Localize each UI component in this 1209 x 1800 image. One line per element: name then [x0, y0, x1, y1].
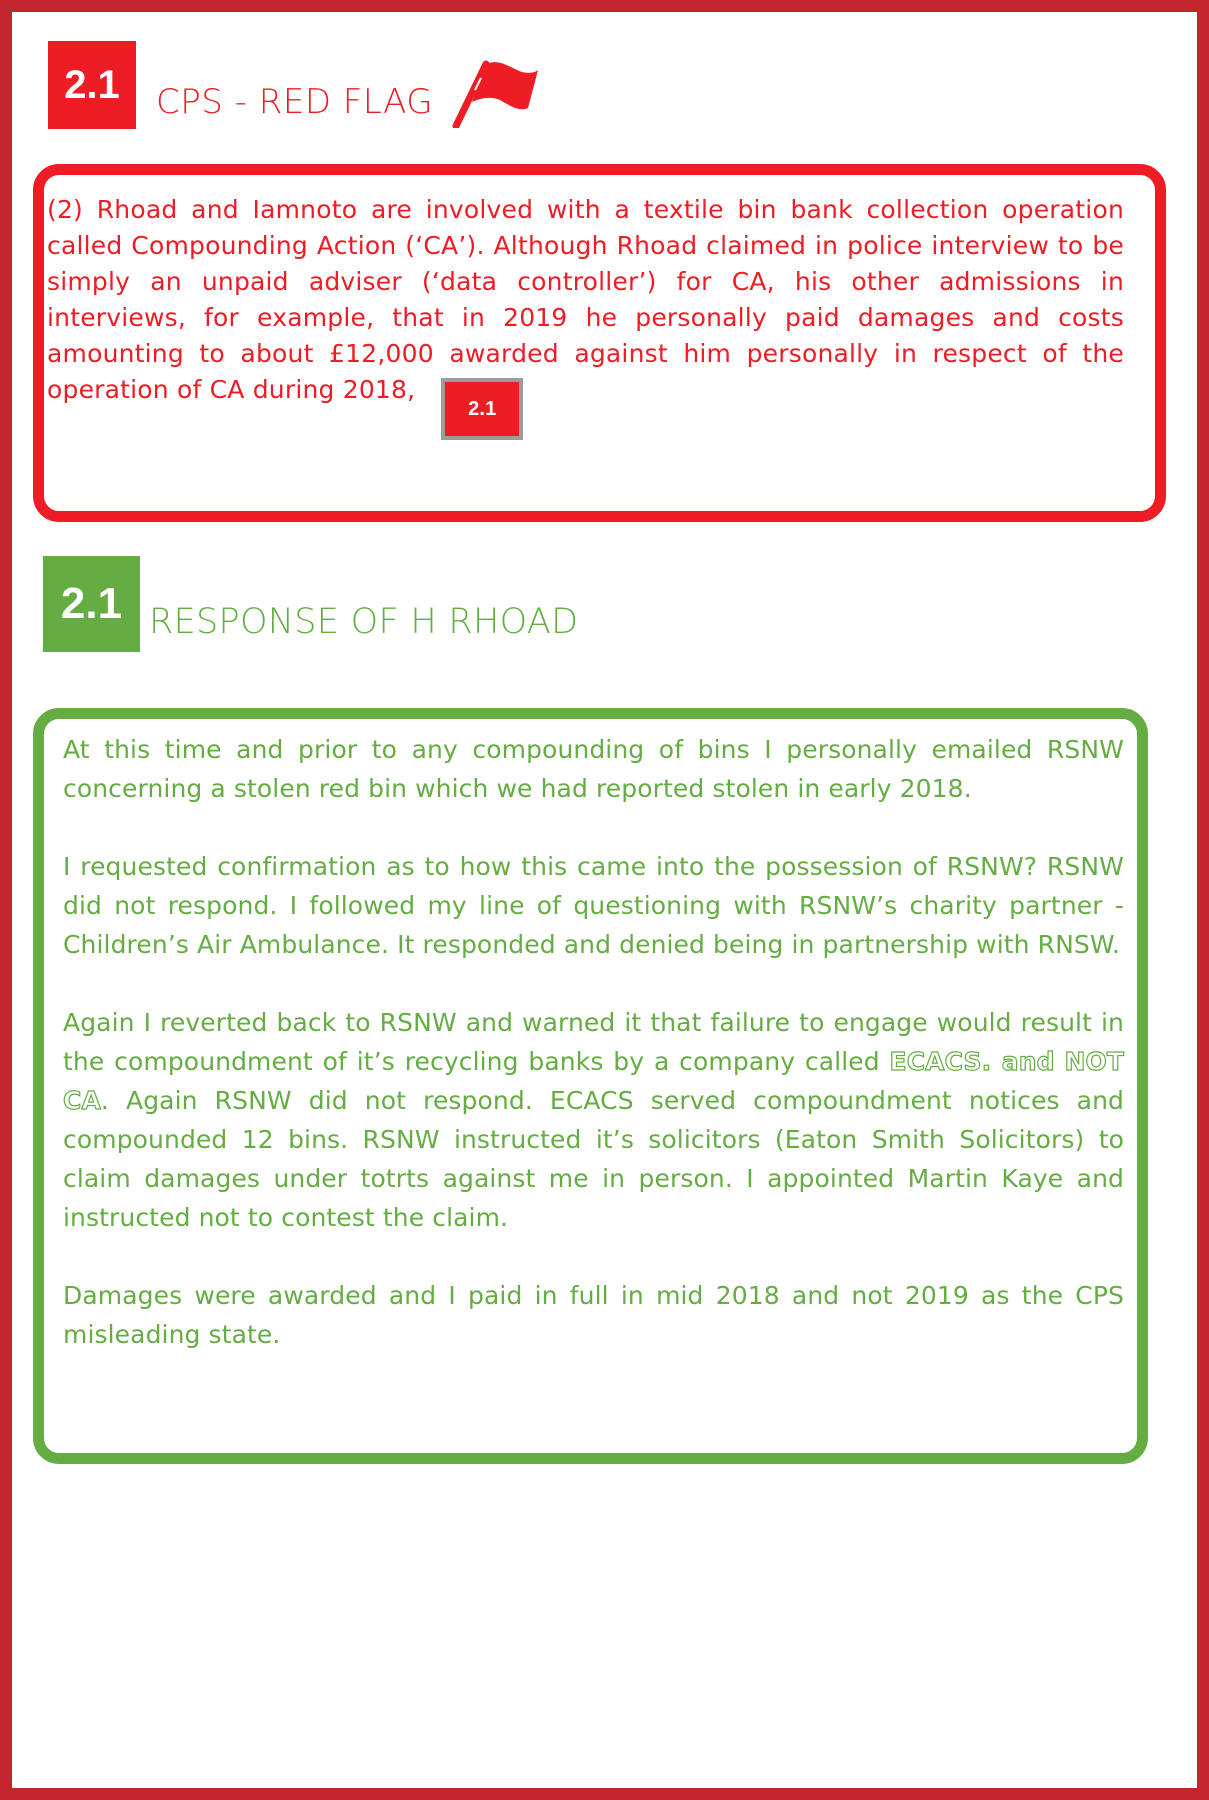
and-emphasis: . and [981, 1047, 1055, 1076]
response-heading: RESPONSE OF H RHOAD [149, 602, 579, 642]
red-flag-icon [450, 56, 540, 128]
cps-section-number: 2.1 [48, 41, 136, 129]
response-paragraph-1: At this time and prior to any compounding of bins I personally emailed RSNW concerning a stolen red bin which we had reported stolen in early 2018. [63, 735, 1124, 803]
cps-reference-badge: 2.1 [441, 378, 523, 440]
response-paragraph-3-end: . Again RSNW did not respond. ECACS served compoundment notices and compounded 12 bins. RSNW instructed it’s solicitors (Eaton Smith Solicitors) to claim damages under totrts against me in person. I appointed Martin Kaye and instructed not to contest the claim. [63, 1086, 1124, 1232]
response-paragraph-2: I requested confirmation as to how this came into the possession of RSNW? RSNW did not respond. I followed my line of questioning with RSNW’s charity partner - Children’s Air Ambulance. It responded and denied being in partnership with RNSW. [63, 852, 1124, 959]
response-text [63, 730, 1124, 1393]
response-paragraph-4: Damages were awarded and I paid in full in mid 2018 and not 2019 as the CPS misleading state. [63, 1281, 1124, 1349]
not-ca-emphasis: NOT CA [63, 1047, 1125, 1115]
ecacs-emphasis: ECACS [889, 1047, 982, 1076]
cps-heading: CPS - RED FLAG [156, 82, 434, 122]
cps-statement-text: (2) Rhoad and Iamnoto are involved with a textile bin bank collection operation called Compounding Action (‘CA’). Although Rhoad claimed in police interview to be simply an unpaid adviser (‘data controller’) for CA, his other admissions in interviews, for example, that in 2019 he personally paid damages and costs amounting to about £12,000 awarded against him personally in respect of the operation of CA during 2018, [47, 195, 1124, 404]
response-paragraph-3-start: Again I reverted back to RSNW and warned it that failure to engage would result in the compoundment of it’s recycling banks by a company called [63, 1008, 1124, 1076]
response-paragraph-3 [63, 1003, 1124, 1237]
response-section-number: 2.1 [43, 556, 140, 652]
cps-statement [47, 192, 1124, 440]
